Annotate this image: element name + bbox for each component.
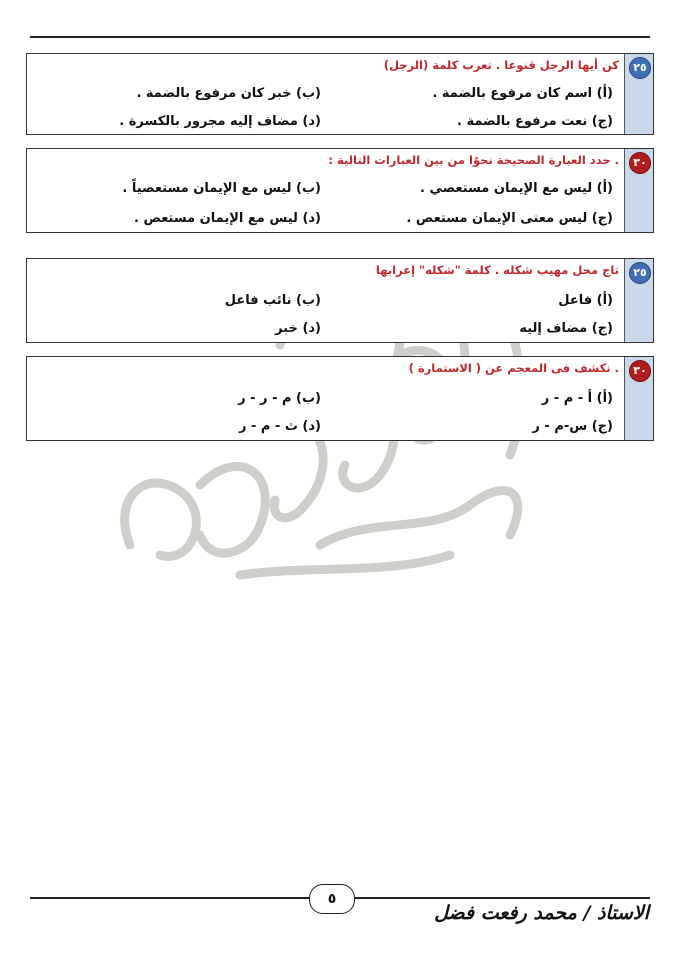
question-card-1 — [26, 53, 654, 135]
question-text: تاج محل مهيب شكله . كلمة "شكله" إعرابها — [375, 263, 619, 277]
option-b[interactable]: (ب) م - ر - ر — [238, 391, 321, 406]
footer-signature: الاستاذ / محمد رفعت فضل — [434, 902, 649, 924]
mark-badge: ٢٥ — [629, 57, 651, 79]
option-d[interactable]: (د) ث - م - ر — [238, 419, 321, 434]
option-a[interactable]: (أ) فاعل — [558, 293, 613, 308]
mark-badge: ٢٥ — [629, 262, 651, 284]
option-b[interactable]: (ب) نائب فاعل — [224, 293, 321, 308]
option-c[interactable]: (ج) مضاف إليه — [519, 321, 613, 336]
side-strip — [624, 259, 653, 342]
question-card-3 — [26, 258, 654, 343]
question-card-2 — [26, 148, 654, 233]
page-number: ٥ — [309, 884, 355, 914]
option-d[interactable]: (د) خبر — [275, 321, 321, 336]
option-a[interactable]: (أ) ليس مع الإيمان مستعصي . — [420, 181, 613, 196]
option-c[interactable]: (ج) ليس معنى الإيمان مستعص . — [406, 211, 613, 226]
question-text: كن أيها الرجل قنوعا . تعرب كلمة (الرجل) — [383, 58, 619, 72]
option-d[interactable]: (د) مضاف إليه مجرور بالكسرة . — [119, 114, 321, 129]
side-strip — [624, 54, 653, 134]
side-strip — [624, 149, 653, 232]
mark-badge: ٣٠ — [629, 152, 651, 174]
option-b[interactable]: (ب) خبر كان مرفوع بالضمة . — [136, 86, 321, 101]
option-a[interactable]: (أ) اسم كان مرفوع بالضمة . — [432, 86, 613, 101]
question-card-4 — [26, 356, 654, 441]
top-rule — [30, 36, 650, 38]
question-text: . حدد العبارة الصحيحة نحوًا من بين العبارات التالية : — [328, 153, 619, 167]
option-c[interactable]: (ج) س-م - ر — [532, 419, 613, 434]
question-text: . نكشف فى المعجم عن ( الاستمارة ) — [408, 361, 619, 375]
option-c[interactable]: (ج) نعت مرفوع بالضمة . — [456, 114, 613, 129]
option-b[interactable]: (ب) ليس مع الإيمان مستعصياً . — [122, 181, 321, 196]
side-strip — [624, 357, 653, 440]
mark-badge: ٣٠ — [629, 360, 651, 382]
option-a[interactable]: (أ) أ - م - ر — [541, 391, 613, 406]
option-d[interactable]: (د) ليس مع الإيمان مستعص . — [134, 211, 321, 226]
